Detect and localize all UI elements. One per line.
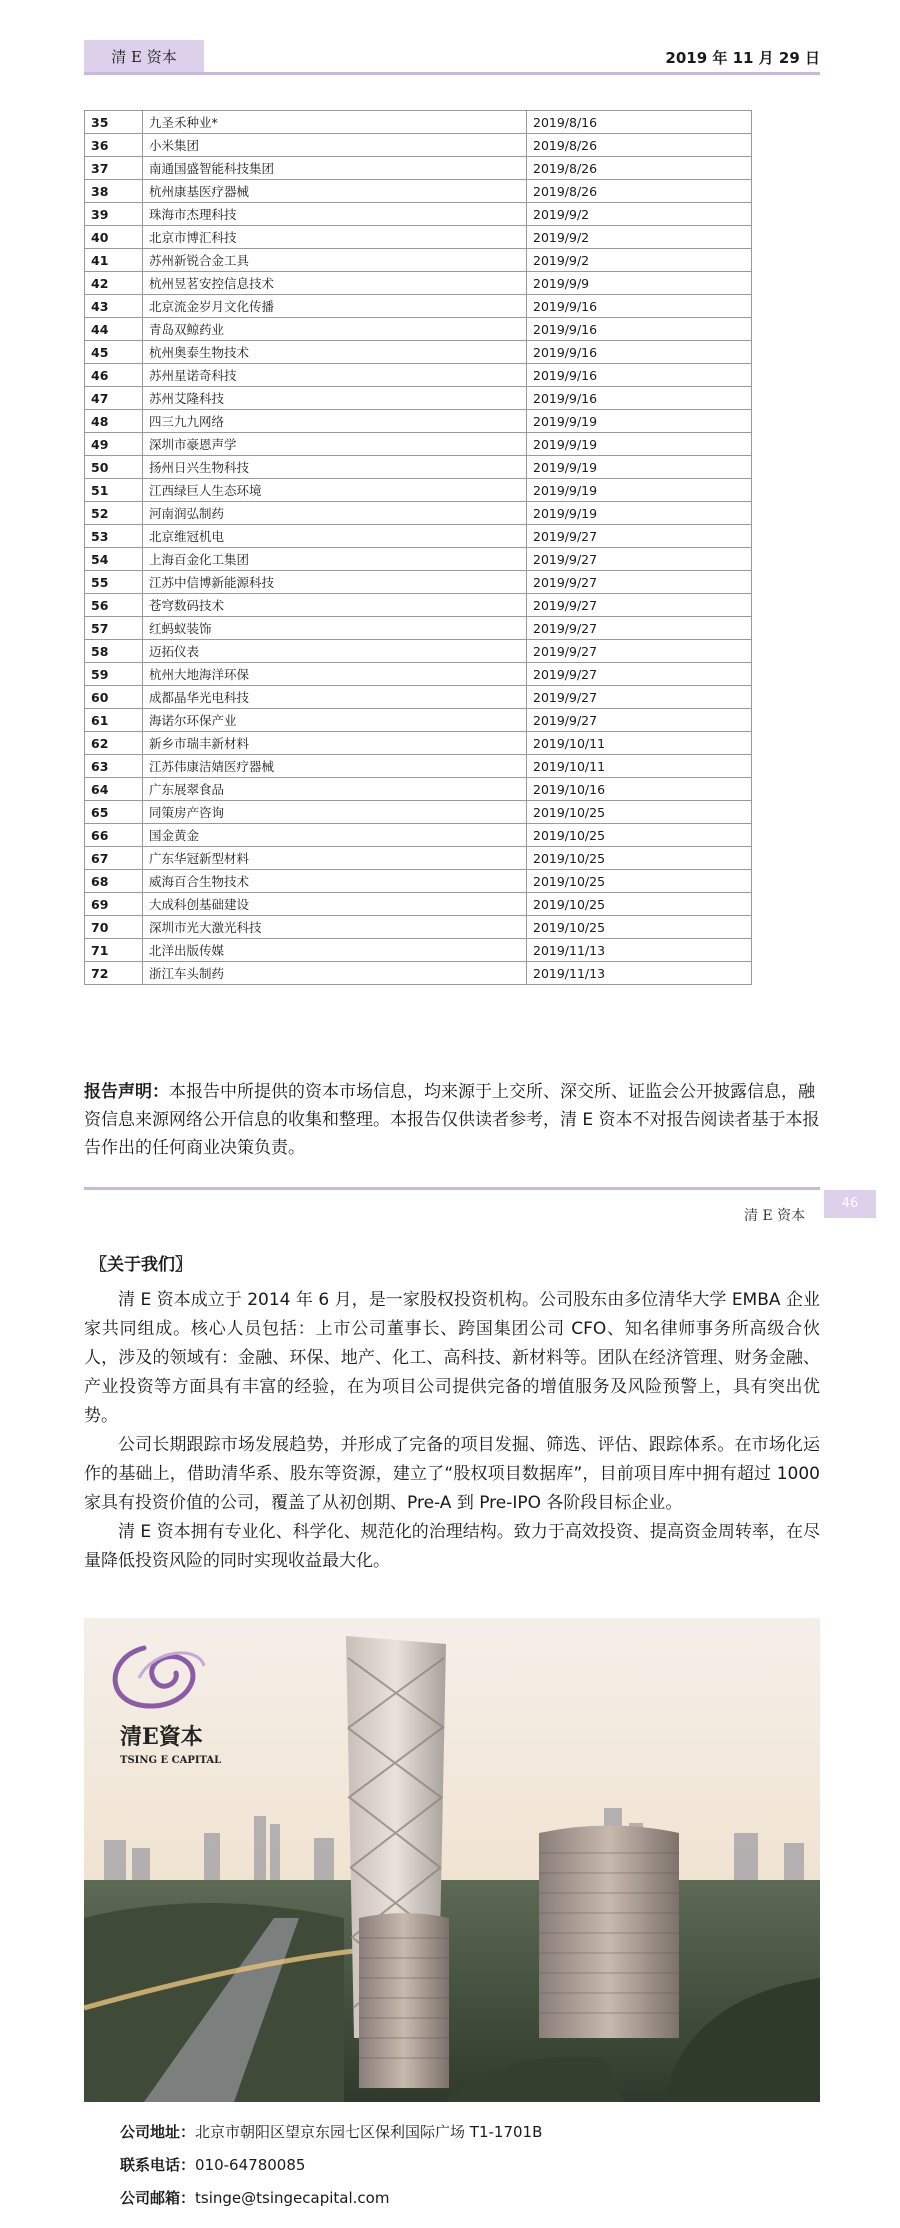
- row-number: 46: [85, 364, 143, 387]
- row-number: 36: [85, 134, 143, 157]
- table-row: [85, 249, 752, 272]
- table-row: [85, 640, 752, 663]
- company-name: 北京维冠机电: [143, 525, 527, 548]
- company-name: 小米集团: [143, 134, 527, 157]
- table-row: [85, 548, 752, 571]
- company-name: 杭州康基医疗器械: [143, 180, 527, 203]
- row-number: 48: [85, 410, 143, 433]
- company-name: 苏州星诺奇科技: [143, 364, 527, 387]
- company-name: 九圣禾种业*: [143, 111, 527, 134]
- table-row: [85, 663, 752, 686]
- company-name: 同策房产咨询: [143, 801, 527, 824]
- company-name: 四三九九网络: [143, 410, 527, 433]
- table-row: [85, 502, 752, 525]
- listing-date: 2019/10/16: [527, 778, 752, 801]
- listing-date: 2019/9/2: [527, 249, 752, 272]
- listing-date: 2019/8/26: [527, 134, 752, 157]
- table-row: [85, 709, 752, 732]
- about-section: [84, 1286, 820, 1576]
- company-name: 杭州昱茗安控信息技术: [143, 272, 527, 295]
- footer-brand: 清 E 资本: [744, 1208, 806, 1224]
- company-name: 迈拓仪表: [143, 640, 527, 663]
- listing-date: 2019/9/27: [527, 571, 752, 594]
- table-row: [85, 180, 752, 203]
- company-name: 扬州日兴生物科技: [143, 456, 527, 479]
- table-row: [85, 341, 752, 364]
- listing-date: 2019/10/25: [527, 870, 752, 893]
- office-building-image: [84, 1618, 820, 2102]
- row-number: 64: [85, 778, 143, 801]
- listing-date: 2019/9/27: [527, 525, 752, 548]
- about-paragraph-2: 公司长期跟踪市场发展趋势，并形成了完备的项目发掘、筛选、评估、跟踪体系。在市场化运作的基础上，借助清华系、股东等资源，建立了“股权项目数据库”，目前项目库中拥有超过 1000 家具有投资价值的公司，覆盖了从初创期、Pre-A 到 Pre-IPO 各阶段目标企业。: [84, 1435, 820, 1513]
- listing-date: 2019/8/26: [527, 180, 752, 203]
- row-number: 55: [85, 571, 143, 594]
- row-number: 71: [85, 939, 143, 962]
- company-name: 苏州艾隆科技: [143, 387, 527, 410]
- company-name: 南通国盛智能科技集团: [143, 157, 527, 180]
- table-row: [85, 893, 752, 916]
- table-row: [85, 755, 752, 778]
- table-row: [85, 939, 752, 962]
- listing-date: 2019/9/16: [527, 364, 752, 387]
- table-row: [85, 387, 752, 410]
- row-number: 66: [85, 824, 143, 847]
- row-number: 52: [85, 502, 143, 525]
- address-label: 公司地址：: [120, 2123, 196, 2141]
- listing-date: 2019/10/25: [527, 916, 752, 939]
- company-name: 国金黄金: [143, 824, 527, 847]
- listing-date: 2019/9/27: [527, 617, 752, 640]
- table-row: [85, 617, 752, 640]
- listing-date: 2019/9/27: [527, 686, 752, 709]
- company-name: 成都晶华光电科技: [143, 686, 527, 709]
- logo-english-text: TSING E CAPITAL: [120, 1755, 222, 1766]
- listing-date: 2019/8/16: [527, 111, 752, 134]
- table-row: [85, 571, 752, 594]
- company-name: 河南润弘制药: [143, 502, 527, 525]
- email-label: 公司邮箱：: [120, 2189, 196, 2207]
- header-brand-tag: 清 E 资本: [84, 40, 204, 74]
- listing-date: 2019/9/19: [527, 456, 752, 479]
- table-row: [85, 525, 752, 548]
- table-row: [85, 134, 752, 157]
- company-name: 杭州大地海洋环保: [143, 663, 527, 686]
- listing-date: 2019/9/9: [527, 272, 752, 295]
- company-name: 深圳市豪恩声学: [143, 433, 527, 456]
- company-name: 大成科创基础建设: [143, 893, 527, 916]
- row-number: 44: [85, 318, 143, 341]
- company-name: 威海百合生物技术: [143, 870, 527, 893]
- row-number: 58: [85, 640, 143, 663]
- table-row: [85, 111, 752, 134]
- row-number: 69: [85, 893, 143, 916]
- company-name: 珠海市杰理科技: [143, 203, 527, 226]
- company-name: 江苏中信博新能源科技: [143, 571, 527, 594]
- listing-date: 2019/9/19: [527, 433, 752, 456]
- table-row: [85, 732, 752, 755]
- listing-date: 2019/9/27: [527, 594, 752, 617]
- table-row: [85, 824, 752, 847]
- listing-date: 2019/9/19: [527, 502, 752, 525]
- table-row: [85, 433, 752, 456]
- table-row: [85, 318, 752, 341]
- listing-date: 2019/9/16: [527, 295, 752, 318]
- company-name: 红蚂蚁装饰: [143, 617, 527, 640]
- contact-email: [120, 2187, 389, 2208]
- table-row: [85, 479, 752, 502]
- listing-date: 2019/9/19: [527, 479, 752, 502]
- table-row: [85, 801, 752, 824]
- listing-date: 2019/10/25: [527, 893, 752, 916]
- row-number: 47: [85, 387, 143, 410]
- about-paragraph-1: 清 E 资本成立于 2014 年 6 月，是一家股权投资机构。公司股东由多位清华大学 EMBA 企业家共同组成。核心人员包括：上市公司董事长、跨国集团公司 CFO、知名律师事务所高级合伙人，涉及的领域有：金融、环保、地产、化工、高科技、新材料等。团队在经济管理、财务金融、产业投资等方面具有丰富的经验，在为项目公司提供完备的增值服务及风险预警上，具有突出优势。: [84, 1290, 820, 1426]
- table-row: [85, 778, 752, 801]
- contact-phone: [120, 2154, 305, 2175]
- row-number: 39: [85, 203, 143, 226]
- ipo-list-table: [84, 110, 752, 985]
- company-name: 广东华冠新型材料: [143, 847, 527, 870]
- table-row: [85, 916, 752, 939]
- footer-divider: [84, 1187, 820, 1190]
- table-row: [85, 962, 752, 985]
- listing-date: 2019/11/13: [527, 939, 752, 962]
- table-row: [85, 203, 752, 226]
- listing-date: 2019/9/27: [527, 663, 752, 686]
- page-number: 46: [824, 1190, 876, 1218]
- table-row: [85, 456, 752, 479]
- company-name: 苏州新锐合金工具: [143, 249, 527, 272]
- row-number: 54: [85, 548, 143, 571]
- table-row: [85, 295, 752, 318]
- listing-date: 2019/9/27: [527, 640, 752, 663]
- row-number: 68: [85, 870, 143, 893]
- row-number: 50: [85, 456, 143, 479]
- table-row: [85, 870, 752, 893]
- table-body: [85, 111, 752, 985]
- row-number: 37: [85, 157, 143, 180]
- row-number: 38: [85, 180, 143, 203]
- listing-date: 2019/9/2: [527, 203, 752, 226]
- company-name: 深圳市光大激光科技: [143, 916, 527, 939]
- contact-address: [120, 2121, 542, 2142]
- company-name: 江苏伟康洁婧医疗器械: [143, 755, 527, 778]
- company-name: 杭州奥泰生物技术: [143, 341, 527, 364]
- company-name: 青岛双鲸药业: [143, 318, 527, 341]
- report-date: 2019 年 11 月 29 日: [665, 49, 820, 67]
- row-number: 59: [85, 663, 143, 686]
- row-number: 42: [85, 272, 143, 295]
- row-number: 51: [85, 479, 143, 502]
- company-name: 浙江车头制药: [143, 962, 527, 985]
- listing-date: 2019/10/11: [527, 732, 752, 755]
- table-row: [85, 847, 752, 870]
- listing-date: 2019/11/13: [527, 962, 752, 985]
- building-illustration: [84, 1618, 820, 2102]
- company-name: 苍穹数码技术: [143, 594, 527, 617]
- row-number: 45: [85, 341, 143, 364]
- listing-date: 2019/10/25: [527, 801, 752, 824]
- logo-chinese-text: 清E資本: [120, 1724, 203, 1750]
- row-number: 43: [85, 295, 143, 318]
- row-number: 60: [85, 686, 143, 709]
- listing-date: 2019/10/25: [527, 824, 752, 847]
- company-name: 新乡市瑞丰新材料: [143, 732, 527, 755]
- table-row: [85, 686, 752, 709]
- row-number: 41: [85, 249, 143, 272]
- company-name: 北京市博汇科技: [143, 226, 527, 249]
- row-number: 40: [85, 226, 143, 249]
- about-title: 〖关于我们〗: [90, 1255, 192, 1275]
- company-name: 北京流金岁月文化传播: [143, 295, 527, 318]
- email-value[interactable]: tsinge@tsingecapital.com: [195, 2189, 390, 2207]
- header-divider: [84, 72, 820, 75]
- report-disclaimer: [84, 1078, 820, 1162]
- company-name: 海诺尔环保产业: [143, 709, 527, 732]
- company-name: 江西绿巨人生态环境: [143, 479, 527, 502]
- table-row: [85, 226, 752, 249]
- company-name: 上海百金化工集团: [143, 548, 527, 571]
- row-number: 49: [85, 433, 143, 456]
- table-row: [85, 410, 752, 433]
- row-number: 70: [85, 916, 143, 939]
- table-row: [85, 157, 752, 180]
- row-number: 53: [85, 525, 143, 548]
- company-name: 北洋出版传媒: [143, 939, 527, 962]
- table-row: [85, 594, 752, 617]
- listing-date: 2019/9/27: [527, 548, 752, 571]
- row-number: 57: [85, 617, 143, 640]
- row-number: 62: [85, 732, 143, 755]
- disclaimer-text: 本报告中所提供的资本市场信息，均来源于上交所、深交所、证监会公开披露信息，融资信息来源网络公开信息的收集和整理。本报告仅供读者参考，清 E 资本不对报告阅读者基于本报告作出的任何商业决策负责。: [84, 1082, 820, 1158]
- about-paragraph-3: 清 E 资本拥有专业化、科学化、规范化的治理结构。致力于高效投资、提高资金周转率，在尽量降低投资风险的同时实现收益最大化。: [84, 1522, 820, 1571]
- row-number: 63: [85, 755, 143, 778]
- row-number: 65: [85, 801, 143, 824]
- row-number: 56: [85, 594, 143, 617]
- phone-value: 010-64780085: [195, 2156, 306, 2174]
- table-row: [85, 272, 752, 295]
- listing-date: 2019/10/11: [527, 755, 752, 778]
- row-number: 67: [85, 847, 143, 870]
- listing-date: 2019/9/16: [527, 318, 752, 341]
- listing-date: 2019/9/27: [527, 709, 752, 732]
- listing-date: 2019/9/2: [527, 226, 752, 249]
- row-number: 61: [85, 709, 143, 732]
- company-name: 广东展翠食品: [143, 778, 527, 801]
- listing-date: 2019/8/26: [527, 157, 752, 180]
- listing-date: 2019/10/25: [527, 847, 752, 870]
- phone-label: 联系电话：: [120, 2156, 196, 2174]
- disclaimer-label: 报告声明：: [84, 1082, 169, 1102]
- address-value: 北京市朝阳区望京东园七区保利国际广场 T1-1701B: [195, 2123, 543, 2141]
- listing-date: 2019/9/16: [527, 387, 752, 410]
- listing-date: 2019/9/19: [527, 410, 752, 433]
- listing-date: 2019/9/16: [527, 341, 752, 364]
- table-row: [85, 364, 752, 387]
- row-number: 72: [85, 962, 143, 985]
- row-number: 35: [85, 111, 143, 134]
